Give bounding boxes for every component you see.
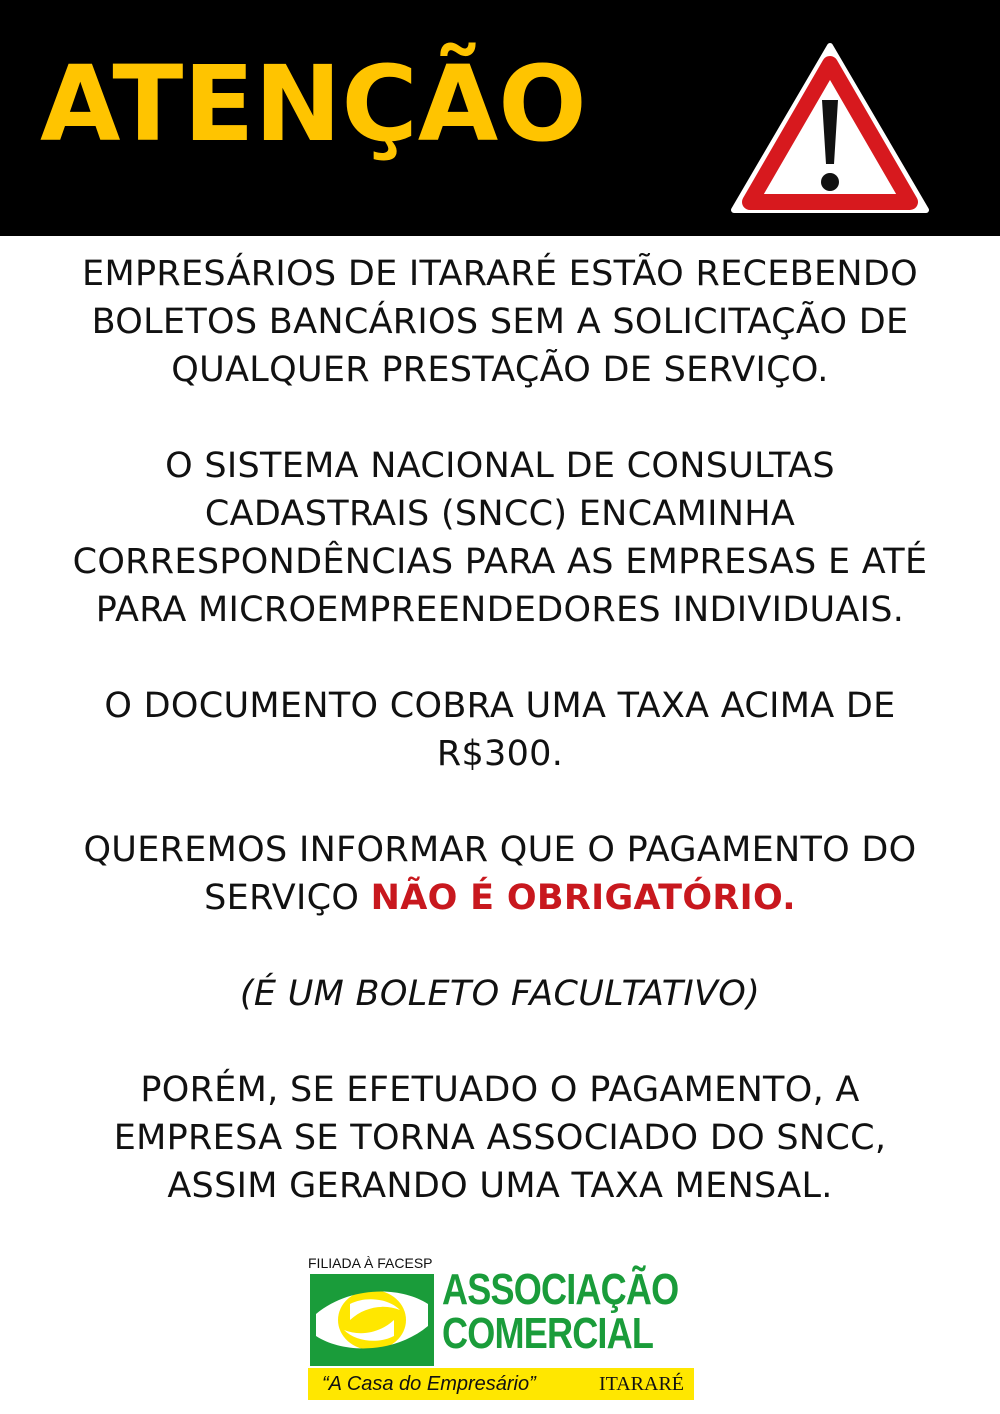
logo-city: ITARARÉ [598, 1373, 684, 1395]
logo-tagline-bar [308, 1368, 694, 1400]
text-line: EMPRESÁRIOS DE ITARARÉ ESTÃO RECEBENDO [82, 254, 918, 294]
text-line: QUALQUER PRESTAÇÃO DE SERVIÇO. [171, 350, 829, 390]
text-line: O DOCUMENTO COBRA UMA TAXA ACIMA DE [104, 686, 896, 726]
text-line: BOLETOS BANCÁRIOS SEM A SOLICITAÇÃO DE [91, 302, 909, 342]
text-line: ASSIM GERANDO UMA TAXA MENSAL. [167, 1166, 833, 1206]
text-line: CORRESPONDÊNCIAS PARA AS EMPRESAS E ATÉ [72, 542, 928, 582]
logo-tagline: “A Casa do Empresário” [322, 1373, 536, 1395]
text-line: PARA MICROEMPREENDEDORES INDIVIDUAIS. [95, 590, 905, 630]
text-line: PORÉM, SE EFETUADO O PAGAMENTO, A [140, 1070, 860, 1110]
text-line [0, 874, 1000, 922]
notice-body [0, 250, 1000, 1210]
logo-name-line2: COMERCIAL [442, 1309, 654, 1358]
paragraph-4 [0, 826, 1000, 922]
paragraph-2 [0, 442, 1000, 634]
text-line: O SISTEMA NACIONAL DE CONSULTAS [165, 446, 835, 486]
text-line: CADASTRAIS (SNCC) ENCAMINHA [204, 494, 796, 534]
header-banner [0, 0, 1000, 236]
logo-affiliation-label: FILIADA À FACESP [308, 1255, 433, 1271]
warning-triangle-icon [730, 42, 930, 216]
not-mandatory-emphasis: NÃO É OBRIGATÓRIO. [370, 878, 796, 918]
text-line: QUEREMOS INFORMAR QUE O PAGAMENTO DO [83, 830, 917, 870]
optional-boleto-note: (É UM BOLETO FACULTATIVO) [239, 974, 761, 1014]
paragraph-1 [0, 250, 1000, 394]
logo-name [442, 1265, 679, 1358]
text-line: R$300. [436, 734, 564, 774]
logo-name-line1: ASSOCIAÇÃO [442, 1265, 679, 1314]
paragraph-5 [0, 970, 1000, 1018]
text-segment: SERVIÇO [204, 878, 371, 918]
associacao-comercial-logo [308, 1256, 694, 1400]
paragraph-6 [0, 1066, 1000, 1210]
page-title: ATENÇÃO [40, 43, 587, 165]
logo-emblem-icon [310, 1274, 434, 1366]
paragraph-3 [0, 682, 1000, 778]
text-line: EMPRESA SE TORNA ASSOCIADO DO SNCC, [113, 1118, 887, 1158]
